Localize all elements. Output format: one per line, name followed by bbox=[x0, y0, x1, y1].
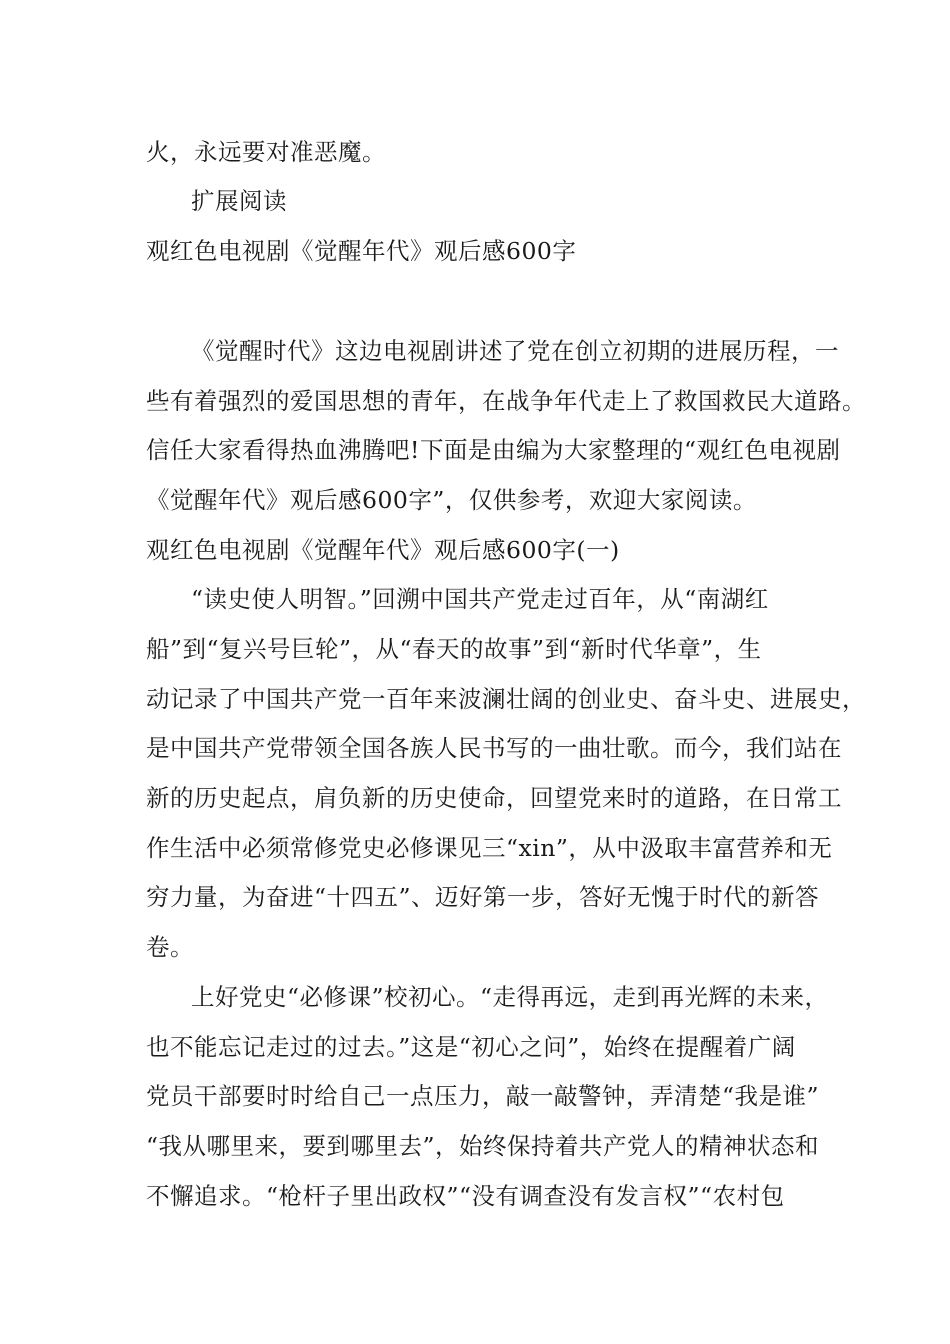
body-paragraph-line: “我从哪里来，要到哪里去”，始终保持着共产党人的精神状态和 bbox=[146, 1132, 820, 1160]
intro-paragraph-line: 信任大家看得热血沸腾吧!下面是由编为大家整理的“观红色电视剧 bbox=[146, 436, 841, 464]
body-paragraph-line: 动记录了中国共产党一百年来波澜壮阔的创业史、奋斗史、进展史， bbox=[146, 685, 866, 713]
body-paragraph-line: 卷。 bbox=[146, 933, 194, 961]
body-paragraph-line: 是中国共产党带领全国各族人民书写的一曲壮歌。而今，我们站在 bbox=[146, 734, 842, 762]
body-paragraph-line: 作生活中必须常修党史必修课见三“xin”，从中汲取丰富营养和无 bbox=[146, 834, 833, 862]
intro-paragraph-line: 《觉醒年代》观后感600字”，仅供参考，欢迎大家阅读。 bbox=[146, 486, 757, 514]
intro-paragraph-line: 些有着强烈的爱国思想的青年，在战争年代走上了救国救民大道路。 bbox=[146, 387, 866, 415]
sub-title: 观红色电视剧《觉醒年代》观后感600字(一) bbox=[146, 536, 620, 564]
paragraph-ending-line: 火，永远要对准恶魔。 bbox=[146, 138, 386, 166]
intro-paragraph-line: 《觉醒时代》这边电视剧讲述了党在创立初期的进展历程，一 bbox=[191, 337, 839, 365]
body-paragraph-line: 穷力量，为奋进“十四五”、迈好第一步，答好无愧于时代的新答 bbox=[146, 883, 820, 911]
body-paragraph-line: 船”到“复兴号巨轮”，从“春天的故事”到“新时代华章”，生 bbox=[146, 635, 762, 663]
body-paragraph-line: 新的历史起点，肩负新的历史使命，回望党来时的道路，在日常工 bbox=[146, 784, 842, 812]
body-paragraph-line: 也不能忘记走过的过去。”这是“初心之问”，始终在提醒着广阔 bbox=[146, 1033, 796, 1061]
body-paragraph-line: 上好党史“必修课”校初心。“走得再远，走到再光辉的未来， bbox=[191, 983, 829, 1011]
body-paragraph-line: 党员干部要时时给自己一点压力，敲一敲警钟，弄清楚“我是谁” bbox=[146, 1082, 820, 1110]
body-paragraph-line: “读史使人明智。”回溯中国共产党走过百年，从“南湖红 bbox=[191, 585, 769, 613]
section-heading-extended-reading: 扩展阅读 bbox=[191, 187, 287, 215]
body-paragraph-line: 不懈追求。“枪杆子里出政权”“没有调查没有发言权”“农村包 bbox=[146, 1182, 785, 1210]
article-title: 观红色电视剧《觉醒年代》观后感600字 bbox=[146, 237, 577, 265]
